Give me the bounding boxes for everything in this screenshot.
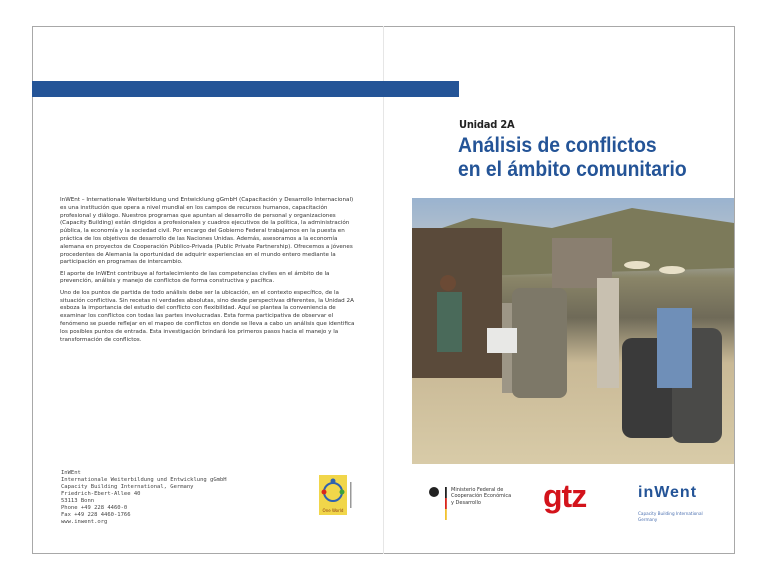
address-line: Fax +49 228 4460-1766 (61, 512, 131, 518)
fold-line (383, 26, 384, 554)
ministry-line: y Desarrollo (451, 499, 481, 506)
inwent-tagline-line: Capacity Building International (638, 511, 703, 516)
ministry-line: Ministerio Federal de (451, 487, 504, 493)
inwent-tagline (638, 511, 703, 523)
title-line-2: en el ámbito comunitario (458, 158, 687, 181)
paragraph: Uno de los puntos de partida de todo análisis debe ser la ubicación, en el contexto específico, de la situación conflictiva. Sin recetas ni verdades absolutas, sino desde perspectivas diferentes, la Unidad 2A esboza la importancia del estudio del conflicto con flexibilidad. Aquí se plantea la conveniencia de examinar los conflictos con todas las partes involucradas. Esta forma participativa de observar el fenómeno se puede reflejar en el mapeo de conflictos en donde se lleva a cabo un análisis que identifica los posibles puntos de entrada. Esta investigación brindará los primeros pasos hacia el manejo y la transformación de conflictos. (60, 289, 355, 343)
address-line: InWEnt (61, 470, 81, 476)
intro-text (60, 197, 360, 348)
cover-title (458, 134, 687, 182)
address-line: Internationale Weiterbildung und Entwicklung gGmbH (61, 477, 227, 483)
address-line: Capacity Building International, Germany (61, 484, 194, 490)
one-world-logo (318, 474, 354, 518)
market-scene-image (412, 198, 734, 464)
address-line: www.inwent.org (61, 519, 108, 525)
inwent-tagline-line: Germany (638, 517, 658, 522)
address-line: Phone +49 228 4460-0 (61, 505, 128, 511)
inwent-logo: inWent (638, 484, 698, 501)
cover-photo (412, 198, 734, 464)
paragraph: El aporte de InWEnt contribuye al fortalecimiento de las competencias civiles en el ámbito de la prevención, análisis y manejo de conflictos de forma constructiva y pacífica. (60, 270, 330, 285)
paragraph: InWEnt – Internationale Weiterbildung und Entwicklung gGmbH (Capacitación y Desarrollo Internacional) es una institución que opera a nivel mundial en los campos de recursos humanos, capacitación profesional y diálogo. Nuestros programas que apuntan al desarrollo de personal y organizaciones (Capacity Building) están dirigidos a profesionales y cuadros ejecutivos de la política, la administración pública, la economía y la sociedad civil. Por encargo del Gobierno Federal trabajamos en la puesta en práctica de los objetivos de desarrollo de las Naciones Unidas. Además, asesoramos a la economía alemana en proyectos de Cooperación Público-Privada (Public Private Partnership). Ofrecemos a jóvenes procedentes de Alemania la oportunidad de adquirir experiencias en el mundo entero mediante la participación en programas de intercambio. (60, 197, 354, 266)
title-line-1: Análisis de conflictos (458, 134, 657, 157)
address-block (61, 470, 227, 526)
german-eagle-icon (428, 486, 448, 522)
ministry-line: Cooperación Económica (451, 493, 512, 500)
blue-header-bar (32, 81, 459, 97)
address-line: 53113 Bonn (61, 498, 95, 504)
gtz-logo: gtz (543, 478, 587, 514)
svg-text:One World: One World (322, 508, 344, 513)
unit-label: Unidad 2A (459, 118, 515, 131)
ministry-logo-text (451, 487, 511, 506)
address-line: Friedrich-Ebert-Allee 40 (61, 491, 141, 497)
